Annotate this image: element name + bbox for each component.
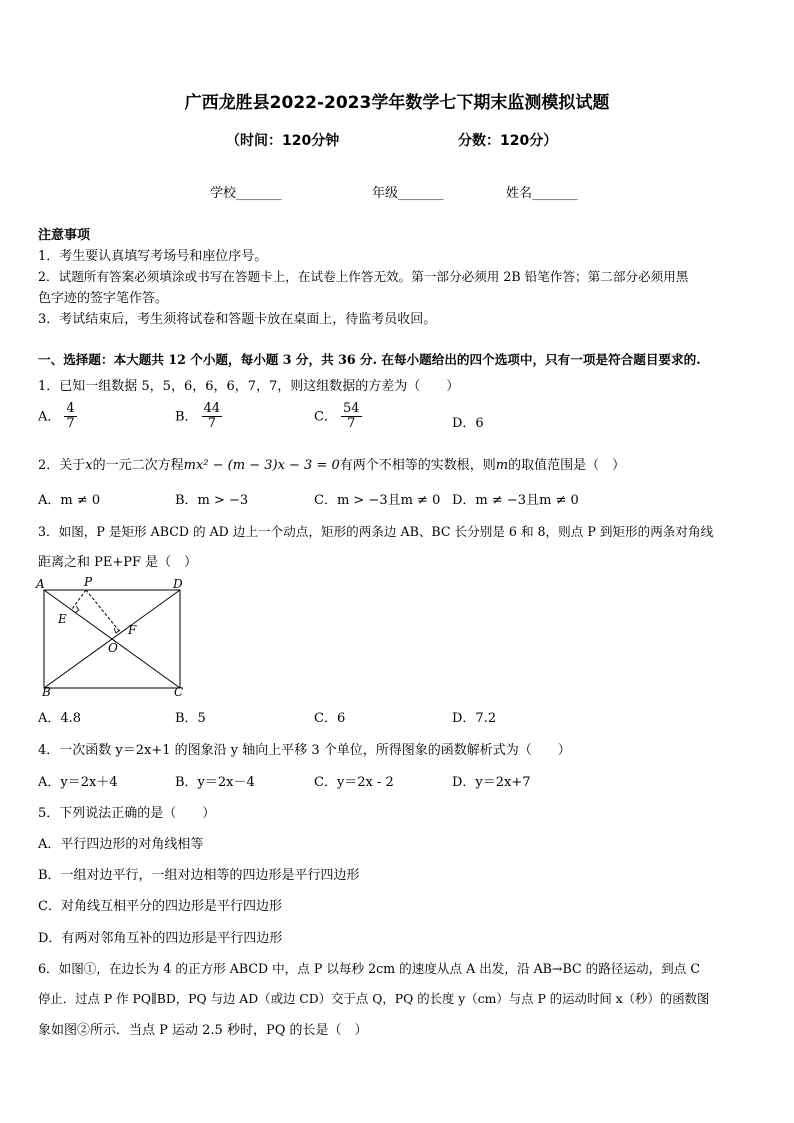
notice-item-3: 3．考试结束后，考生须将试卷和答题卡放在桌面上，待监考员收回。 bbox=[38, 312, 437, 327]
label-f: F bbox=[128, 623, 137, 637]
q2-option-a: A．m ≠ 0 bbox=[38, 493, 101, 508]
q2-text-2: 的一元二次方程 bbox=[92, 458, 184, 473]
q4-stem: 4．一次函数 y＝2x+1 的图象沿 y 轴向上平移 3 个单位，所得图象的函数解析式为（ ） bbox=[38, 743, 571, 758]
q2-text-4: 的取值范围是（ ） bbox=[508, 458, 626, 473]
q2-text-1: 2．关于 bbox=[38, 458, 86, 473]
q3-option-c: C．6 bbox=[314, 711, 346, 726]
right-angle-e bbox=[75, 606, 79, 613]
q4-option-b: B．y＝2x－4 bbox=[175, 775, 255, 790]
q3-stem-line-1: 3．如图，P 是矩形 ABCD 的 AD 边上一个动点，矩形的两条边 AB、BC 长分别是 6 和 8，则点 P 到矩形的两条对角线 bbox=[38, 524, 714, 539]
q4-option-a: A．y＝2x＋4 bbox=[38, 775, 118, 790]
q5-option-d: D．有两对邻角互补的四边形是平行四边形 bbox=[38, 931, 283, 946]
q1-a-numerator: 4 bbox=[66, 401, 75, 416]
q3-option-a: A．4.8 bbox=[38, 711, 82, 726]
q3-stem-line-2: 距离之和 PE+PF 是（ ） bbox=[38, 555, 198, 570]
q1-option-a bbox=[38, 402, 77, 432]
segment-pe bbox=[72, 590, 86, 609]
q3-option-b: B．5 bbox=[175, 711, 206, 726]
q1-a-fraction bbox=[64, 402, 76, 432]
notice-heading: 注意事项 bbox=[38, 228, 91, 243]
q2-var-x: x bbox=[85, 458, 93, 473]
q1-b-label: B． bbox=[175, 409, 198, 425]
right-angle-f bbox=[114, 628, 120, 633]
q4-option-d: D．y＝2x+7 bbox=[452, 775, 531, 790]
q2-text-3: 有两个不相等的实数根，则 bbox=[339, 458, 496, 473]
label-o: O bbox=[108, 641, 118, 655]
name-field: 姓名_______ bbox=[506, 186, 578, 201]
label-e: E bbox=[58, 612, 67, 626]
q5-option-c: C．对角线互相平分的四边形是平行四边形 bbox=[38, 899, 282, 914]
q1-option-b bbox=[175, 402, 222, 432]
q1-b-denominator: 7 bbox=[207, 416, 216, 432]
q5-option-a: A．平行四边形的对角线相等 bbox=[38, 837, 204, 852]
q1-a-label: A． bbox=[38, 409, 61, 425]
q2-option-c: C．m > −3且m ≠ 0 bbox=[314, 493, 441, 508]
q1-option-c bbox=[314, 402, 362, 432]
label-c: C bbox=[174, 685, 184, 699]
q2-equation: mx² − (m − 3)x − 3 = 0 bbox=[183, 458, 340, 473]
q5-option-b: B．一组对边平行，一组对边相等的四边形是平行四边形 bbox=[38, 868, 360, 883]
exam-time: （时间：120分钟 bbox=[226, 133, 340, 149]
rectangle-figure bbox=[34, 572, 194, 702]
q6-stem-line-3: 象如图②所示．当点 P 运动 2.5 秒时，PQ 的长是（ ） bbox=[38, 1023, 368, 1038]
notice-item-1: 1．考生要认真填写考场号和座位序号。 bbox=[38, 249, 268, 264]
q4-option-c: C．y＝2x - 2 bbox=[314, 775, 394, 790]
school-field: 学校_______ bbox=[210, 186, 282, 201]
q1-a-denominator: 7 bbox=[66, 416, 75, 432]
exam-title: 广西龙胜县2022-2023学年数学七下期末监测模拟试题 bbox=[184, 93, 610, 113]
q5-stem: 5．下列说法正确的是（ ） bbox=[38, 806, 216, 821]
grade-field: 年级_______ bbox=[372, 186, 444, 201]
segment-pf bbox=[86, 590, 120, 632]
label-a: A bbox=[36, 577, 45, 591]
q1-option-d: D．6 bbox=[452, 416, 484, 431]
q2-var-m: m bbox=[495, 458, 509, 473]
notice-item-2a: 2．试题所有答案必须填涂或书写在答题卡上，在试卷上作答无效。第一部分必须用 2B 铅笔作答；第二部分必须用黑 bbox=[38, 269, 689, 284]
section-heading: 一、选择题：本大题共 12 个小题，每小题 3 分，共 36 分. 在每小题给出的四个选项中，只有一项是符合题目要求的. bbox=[38, 352, 701, 367]
q1-b-numerator: 44 bbox=[203, 401, 221, 416]
q6-stem-line-1: 6．如图①，在边长为 4 的正方形 ABCD 中，点 P 以每秒 2cm 的速度从点 A 出发，沿 AB→BC 的路径运动，到点 C bbox=[38, 961, 700, 976]
q1-c-denominator: 7 bbox=[347, 416, 356, 432]
q6-stem-line-2: 停止．过点 P 作 PQ∥BD，PQ 与边 AD（或边 CD）交于点 Q，PQ 的长度 y（cm）与点 P 的运动时间 x（秒）的函数图 bbox=[38, 991, 710, 1006]
label-b: B bbox=[42, 685, 51, 699]
q2-stem bbox=[38, 454, 625, 473]
q1-c-numerator: 54 bbox=[342, 401, 360, 416]
notice-item-2b: 色字迹的签字笔作答。 bbox=[38, 291, 169, 306]
label-d: D bbox=[173, 577, 183, 591]
q2-option-b: B．m > −3 bbox=[175, 493, 249, 508]
q1-c-label: C． bbox=[314, 409, 337, 425]
q1-b-fraction bbox=[202, 402, 223, 432]
label-p: P bbox=[84, 575, 93, 589]
q1-stem: 1．已知一组数据 5，5，6，6，6，7，7，则这组数据的方差为（ ） bbox=[38, 379, 460, 394]
q1-c-fraction bbox=[341, 402, 362, 432]
q3-option-d: D．7.2 bbox=[452, 711, 497, 726]
exam-score: 分数：120分） bbox=[458, 133, 558, 149]
q2-option-d: D．m ≠ −3且m ≠ 0 bbox=[452, 493, 579, 508]
